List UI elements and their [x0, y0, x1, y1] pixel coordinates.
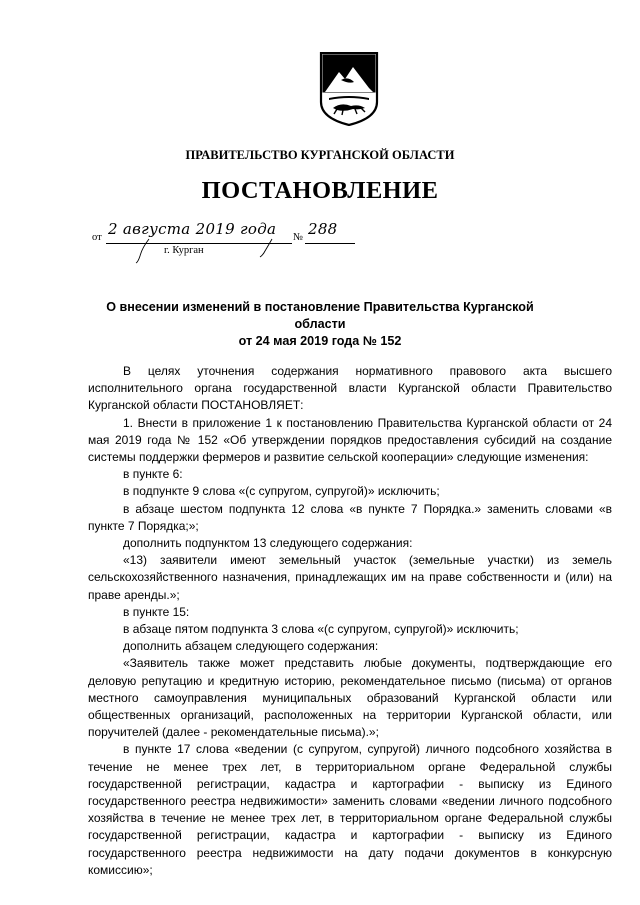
- paragraph: в пункте 17 слова «ведении (с супругом, супругой) личного подсобного хозяйства в течение не менее трех лет, в территориальном органе Федеральной службы государственной регистрации, кадастра и картографии - выписку из Единого государственного реестра недвижимости» заменить словами «ведении личного подсобного хозяйства в течение не менее трех лет, в территориальном органе Федеральной службы государственной регистрации, кадастра и картографии - выписку из Единого государственного реестра недвижимости на дату подачи документов в конкурсную комиссию»;: [88, 742, 612, 877]
- title-line-1: О внесении изменений в постановление Правительства Курганской области: [106, 300, 534, 331]
- kurgan-region-emblem-icon: [319, 52, 379, 126]
- handwritten-number: 288: [308, 220, 338, 238]
- paragraph: в абзаце шестом подпункта 12 слова «в пункте 7 Порядка.» заменить словами «в пункте 7 Порядка;»;: [88, 501, 612, 533]
- document-title: [80, 299, 560, 350]
- number-prefix: №: [293, 232, 304, 243]
- paragraph: в пункте 6:: [123, 467, 183, 482]
- paragraph: в пункте 15:: [123, 604, 190, 619]
- paragraph: «13) заявители имеют земельный участок (земельные участки) из земель сельскохозяйственного назначения, принадлежащих им на праве собственности и (или) на праве аренды.»;: [88, 553, 612, 602]
- paragraph: В целях уточнения содержания нормативного правового акта высшего исполнительного органа государственной власти Курганской области Правительство Курганской области ПОСТАНОВЛЯЕТ:: [88, 364, 612, 413]
- title-line-2: от 24 мая 2019 года № 152: [238, 334, 402, 348]
- paragraph: в подпункте 9 слова «(с супругом, супругой)» исключить;: [123, 484, 440, 499]
- handwritten-flourish-icon: [258, 238, 276, 258]
- document-body: [88, 363, 612, 879]
- document-type-heading: ПОСТАНОВЛЕНИЕ: [201, 177, 439, 204]
- number-underline: [305, 243, 355, 244]
- paragraph: дополнить абзацем следующего содержания:: [123, 639, 379, 654]
- paragraph: дополнить подпунктом 13 следующего содержания:: [123, 536, 413, 551]
- handwritten-flourish-icon: [134, 238, 154, 264]
- organization-name: ПРАВИТЕЛЬСТВО КУРГАНСКОЙ ОБЛАСТИ: [185, 148, 455, 162]
- date-prefix: от: [92, 232, 102, 243]
- paragraph: «Заявитель также может представить любые документы, подтверждающие его деловую репутацию и кредитную историю, рекомендательное письмо (письма) от органов местного самоуправления муниципальных образований Курганской области или общественных организаций, расположенных на территории Курганской области, или поручителей (далее - рекомендательные письма).»;: [88, 656, 612, 740]
- paragraph: 1. Внести в приложение 1 к постановлению Правительства Курганской области от 24 мая 2019 года № 152 «Об утверждении порядков предоставления субсидий на создание системы поддержки фермеров и развитие сельской кооперации» следующие изменения:: [88, 415, 612, 465]
- handwritten-date: 2 августа 2019 года: [108, 220, 277, 238]
- city-name: г. Курган: [164, 245, 204, 256]
- paragraph: в абзаце пятом подпункта 3 слова «(с супругом, супругой)» исключить;: [123, 622, 519, 637]
